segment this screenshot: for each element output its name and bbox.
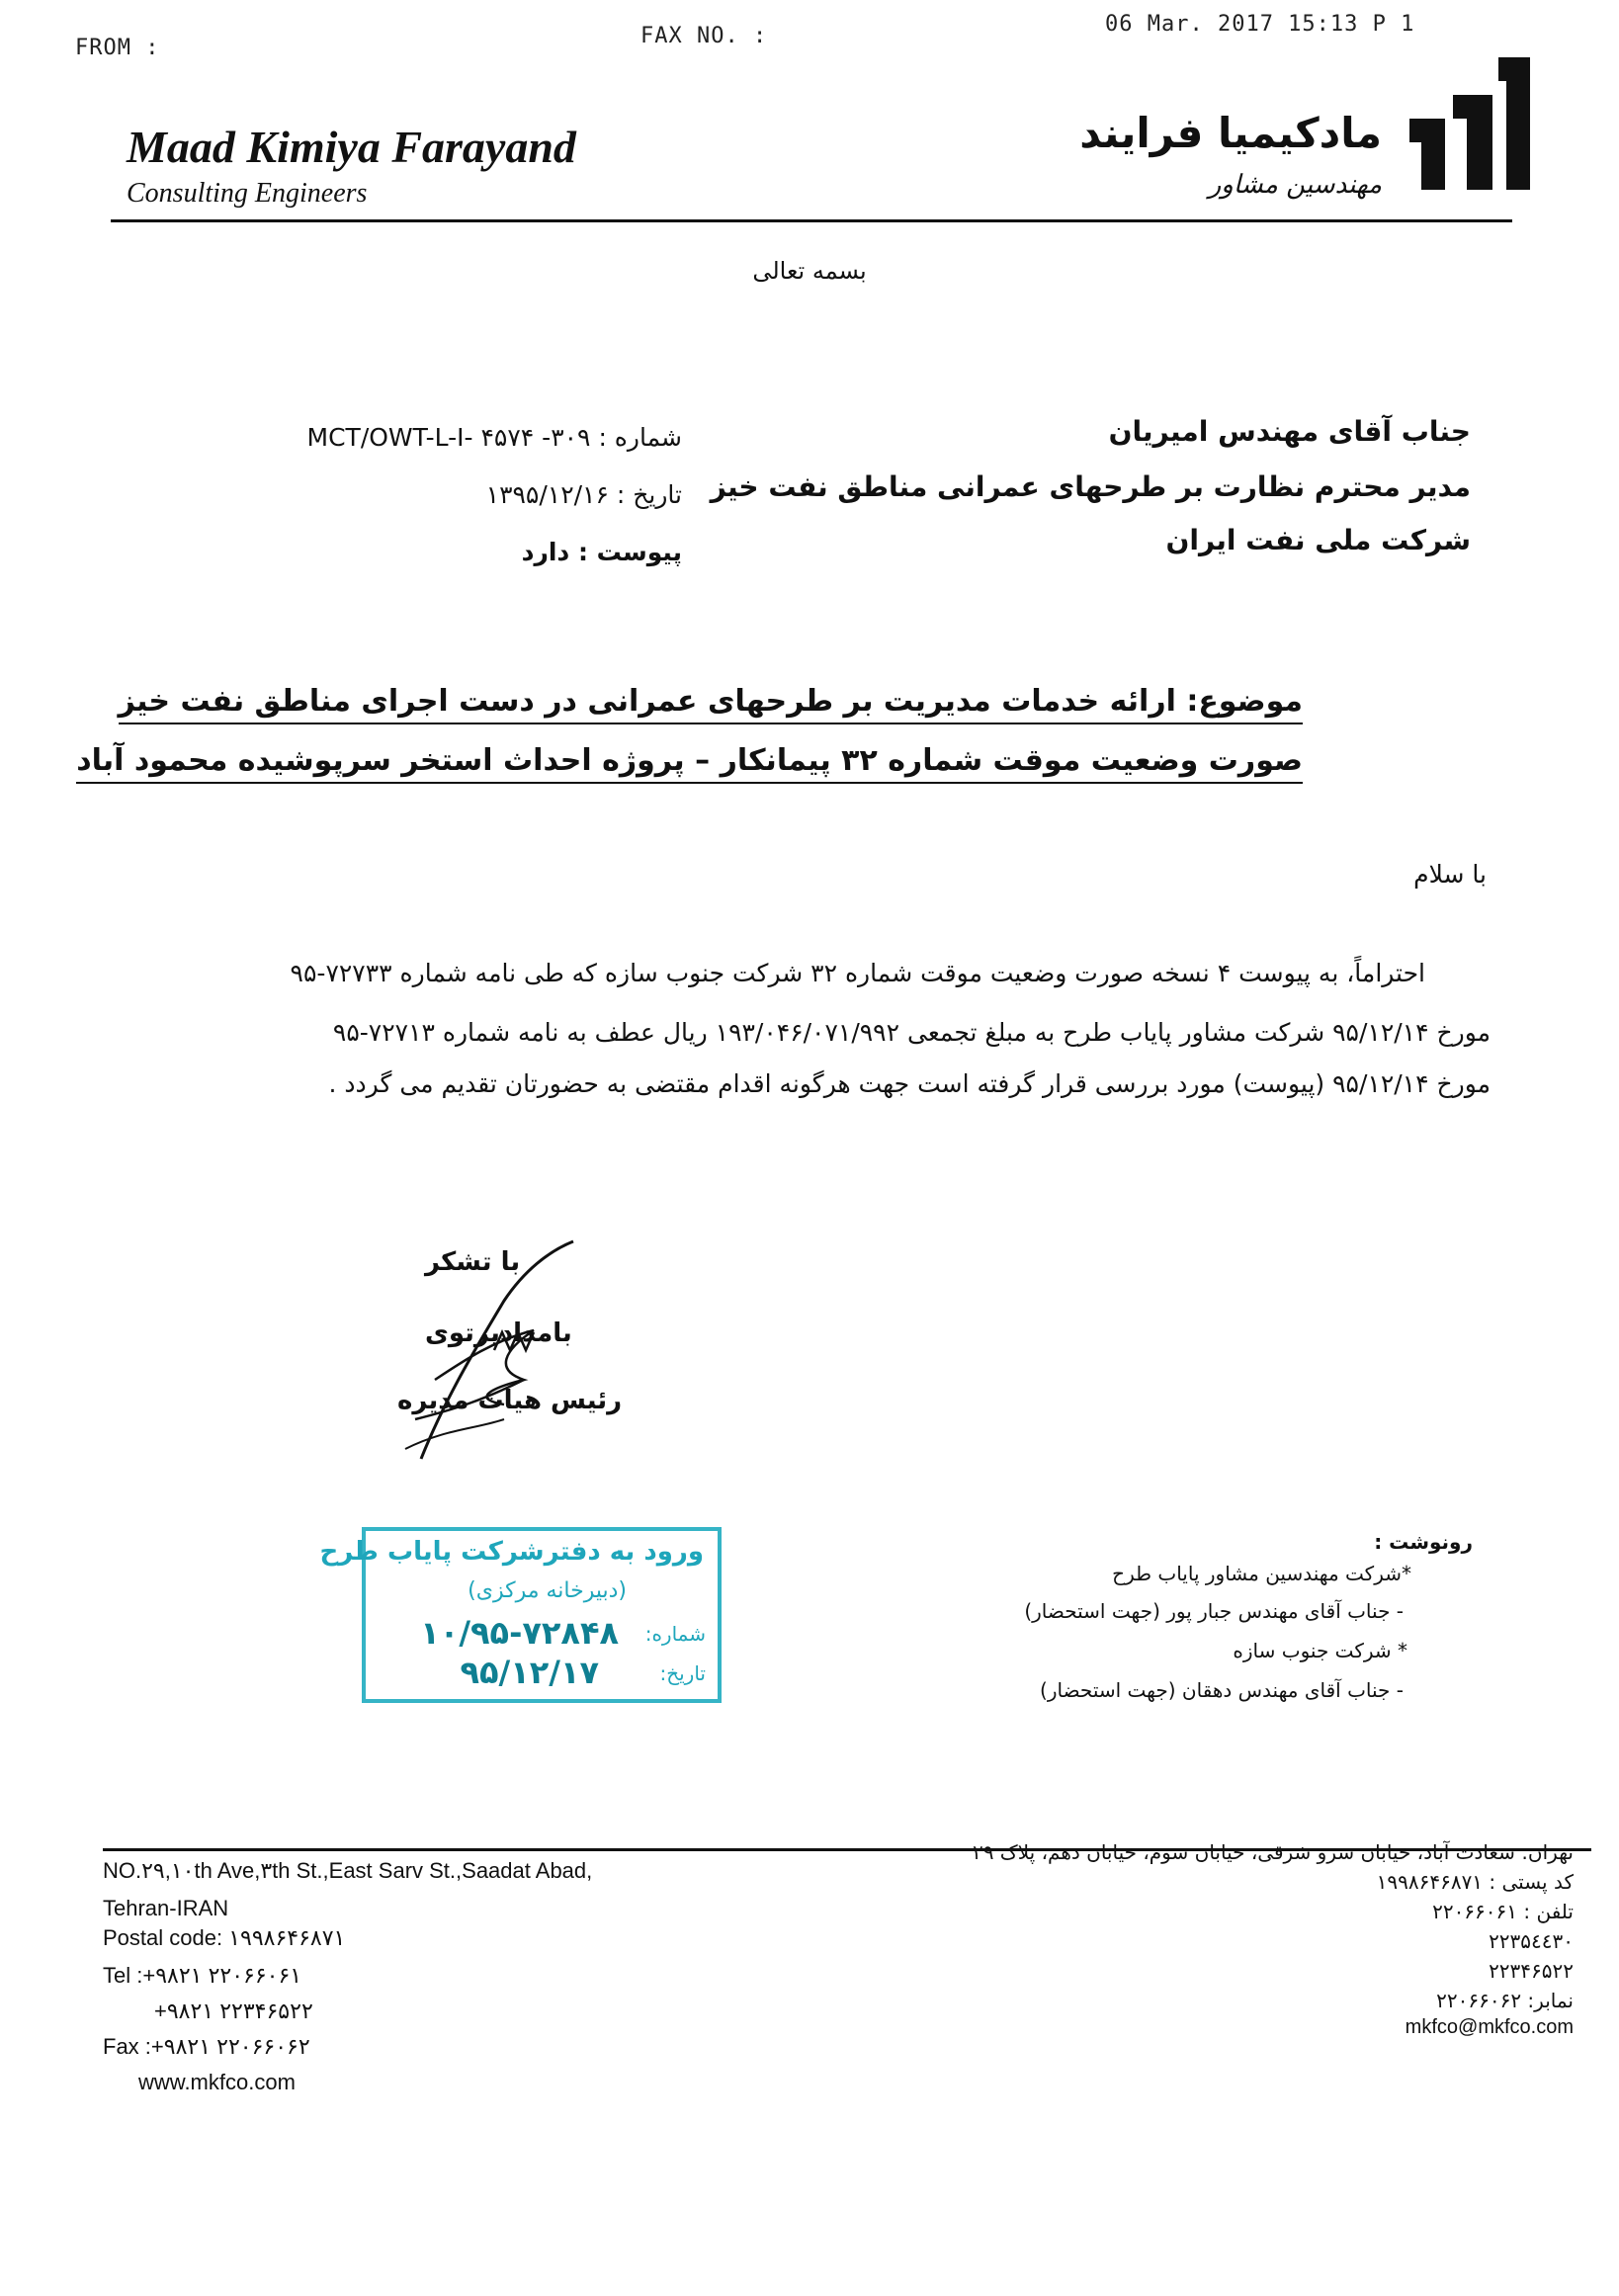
- recipient-line-3: شرکت ملی نفت ایران: [1165, 524, 1471, 556]
- stamp-date-value: ۹۵/۱۲/۱۷: [460, 1654, 599, 1691]
- reference-date-value: ۱۳۹۵/۱۲/۱۶: [485, 480, 609, 509]
- body-line-1: احتراماً، به پیوست ۴ نسخه صورت وضعیت موقت شماره ۳۲ شرکت جنوب سازه که طی نامه شماره ۷۲۷۳۳-۹۵: [290, 959, 1425, 987]
- receipt-stamp: [319, 1527, 722, 1703]
- greeting: با سلام: [1413, 860, 1487, 889]
- footer-address-en-2: Tehran-IRAN: [103, 1896, 229, 1920]
- fax-from-label: FROM :: [75, 36, 160, 60]
- signature-closing: با تشکر: [425, 1247, 521, 1277]
- cc-item: * شرکت جنوب سازه: [1233, 1639, 1407, 1662]
- company-name-fa: مادکیمیا فرایند: [1079, 109, 1382, 157]
- cc-item: - جناب آقای مهندس دهقان (جهت استحضار): [1040, 1678, 1404, 1702]
- recipient-line-2: مدیر محترم نظارت بر طرحهای عمرانی مناطق نفت خیز: [710, 470, 1471, 503]
- fax-number-label: FAX NO. :: [640, 24, 768, 48]
- cc-item: - جناب آقای مهندس جبار پور (جهت استحضار): [1024, 1599, 1404, 1623]
- company-subtitle-en: Consulting Engineers: [127, 178, 368, 209]
- reference-attachment-value: دارد: [521, 538, 570, 566]
- subject-line-1: موضوع: ارائه خدمات مدیریت بر طرحهای عمرانی در دست اجرای مناطق نفت خیز: [119, 684, 1303, 724]
- invocation: بسمه تعالی: [752, 257, 867, 285]
- reference-number-value: ۳۰۹- MCT/OWT-L-I- ۴۵۷۴: [306, 423, 591, 452]
- footer-tel-fa-2: ۲۲۳۵٤٤۳۰: [1489, 1929, 1574, 1953]
- stamp-number-label: شماره:: [644, 1622, 706, 1646]
- footer-fax-fa: نمابر: ۲۲۰۶۶۰۶۲: [1436, 1989, 1574, 2012]
- footer-tel-en-1: Tel :+۹۸۲۱ ۲۲۰۶۶۰۶۱: [103, 1963, 302, 1988]
- reference-date-label: تاریخ :: [616, 480, 682, 509]
- body-line-2: مورخ ۹۵/۱۲/۱۴ شرکت مشاور پایاب طرح به مبلغ تجمعی ۱۹۳/۰۴۶/۰۷۱/۹۹۲ ریال عطف به نامه شماره ۷۲۷۱۳-۹۵: [332, 1018, 1491, 1047]
- recipient-line-1: جناب آقای مهندس امیریان: [1108, 415, 1471, 448]
- footer-postal-en: Postal code: ۱۹۹۸۶۴۶۸۷۱: [103, 1925, 346, 1950]
- footer-tel-fa-1: تلفن : ۲۲۰۶۶۰۶۱: [1432, 1900, 1574, 1923]
- cc-label: رونوشت :: [1374, 1530, 1473, 1554]
- company-name-en: Maad Kimiya Farayand: [127, 122, 576, 172]
- reference-attachment: [522, 538, 682, 566]
- footer-website[interactable]: www.mkfco.com: [138, 2070, 296, 2094]
- signature-name: بامدادپرتوی: [425, 1318, 572, 1348]
- reference-date: [486, 480, 682, 509]
- reference-attachment-label: پیوست :: [577, 538, 682, 566]
- mkf-logo-icon: [1402, 57, 1530, 190]
- stamp-subtitle: (دبیرخانه مرکزی): [468, 1578, 627, 1603]
- footer-tel-en-2: +۹۸۲۱ ۲۲۳۴۶۵۲۲: [154, 1998, 313, 2023]
- footer-email[interactable]: mkfco@mkfco.com: [1405, 2016, 1574, 2038]
- signature-title: رئیس هیات مدیره: [397, 1386, 623, 1415]
- reference-number-label: شماره :: [598, 423, 682, 452]
- body-line-3: مورخ ۹۵/۱۲/۱۴ (پیوست) مورد بررسی قرار گرفته است جهت هرگونه اقدام مقتضی به حضورتان تقدیم می گردد .: [328, 1069, 1491, 1098]
- company-subtitle-fa: مهندسین مشاور: [1208, 170, 1382, 200]
- cc-item: *شرکت مهندسین مشاور پایاب طرح: [1112, 1562, 1411, 1585]
- stamp-number-value: ۱۰/۹۵-۷۲۸۴۸: [420, 1614, 619, 1652]
- header-divider: [111, 219, 1512, 222]
- footer-fax-en: Fax :+۹۸۲۱ ۲۲۰۶۶۰۶۲: [103, 2034, 310, 2059]
- stamp-date-label: تاریخ:: [659, 1661, 706, 1685]
- footer-address-fa: تهران: سعادت آباد، خیابان سرو شرقی، خیابان سوم، خیابان دهم، پلاک ۲۹: [972, 1840, 1574, 1864]
- footer-postal-fa: کد پستی : ۱۹۹۸۶۴۶۸۷۱: [1376, 1870, 1574, 1894]
- reference-number: [307, 423, 682, 452]
- handwritten-signature: [385, 1232, 603, 1479]
- fax-datetime: 06 Mar. 2017 15:13 P 1: [1105, 12, 1415, 37]
- subject-line-2: صورت وضعیت موقت شماره ۳۲ پیمانکار – پروژه احداث استخر سرپوشیده محمود آباد: [76, 743, 1303, 784]
- footer-address-en-1: NO.۲۹,۱۰th Ave,۳th St.,East Sarv St.,Saadat Abad,: [103, 1858, 593, 1883]
- footer-tel-fa-3: ۲۲۳۴۶۵۲۲: [1489, 1959, 1574, 1983]
- stamp-title: ورود به دفترشرکت پایاب طرح: [319, 1537, 704, 1567]
